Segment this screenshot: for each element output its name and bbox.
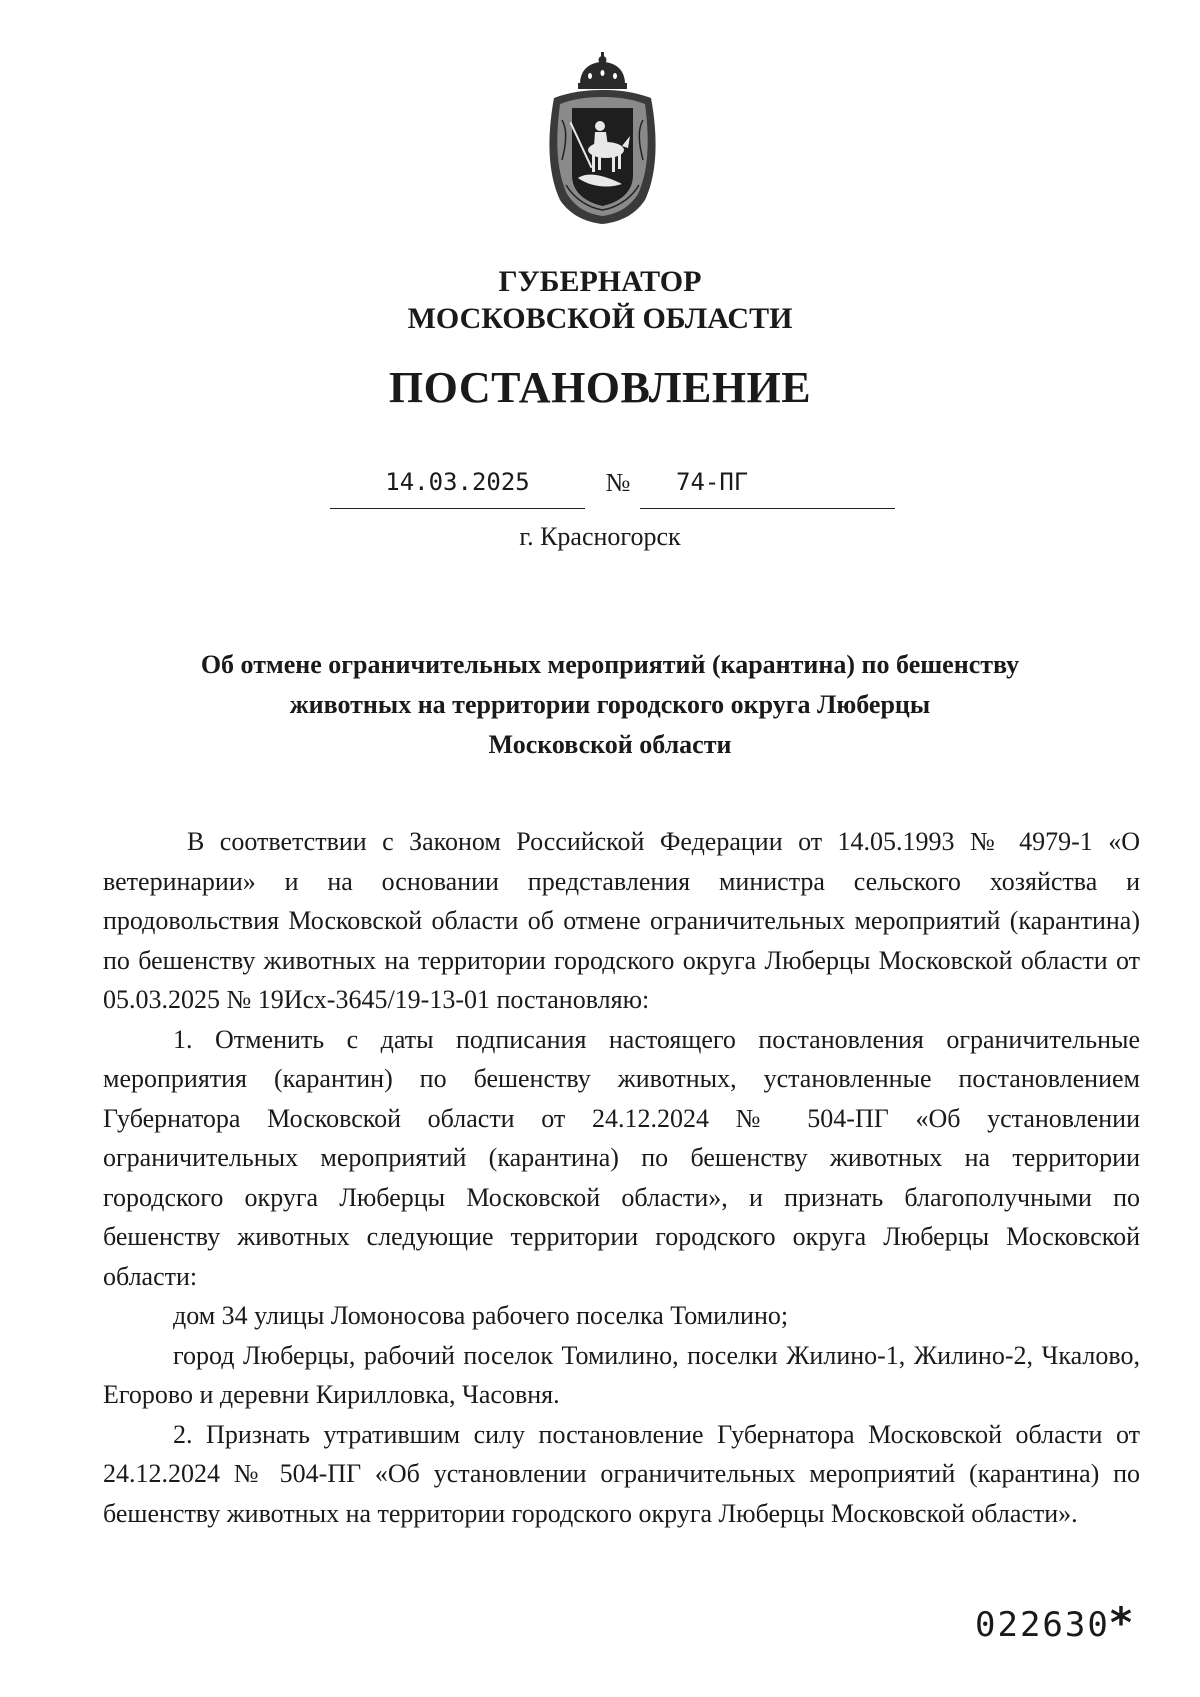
title-line3: Московской области: [488, 730, 732, 759]
document-number-field: [640, 468, 895, 509]
authority-title-line2: МОСКОВСКОЙ ОБЛАСТИ: [407, 302, 793, 335]
number-sign: №: [605, 468, 631, 497]
document-type: ПОСТАНОВЛЕНИЕ: [388, 363, 812, 412]
preamble-paragraph: В соответствии с Законом Российской Федерации от 14.05.1993 № 4979-1 «О ветеринарии» и на основании представления министра сельского хозяйства и продовольствия Московской области об отмене ограничительных мероприятий (карантина) по бешенству животных на территории городского округа Люберцы Московской области от 05.03.2025 № 19Исх-3645/19-13-01 постановляю:: [103, 827, 1140, 1014]
document-number: 74-ПГ: [676, 468, 749, 496]
coat-of-arms-icon: [540, 50, 665, 225]
serial-asterisk-mark: *: [1110, 1598, 1132, 1647]
authority-title-line1: ГУБЕРНАТОР: [498, 265, 702, 298]
title-line1: Об отмене ограничительных мероприятий (карантина) по бешенству: [200, 650, 1020, 679]
document-title: [140, 645, 1080, 765]
item-1-paragraph: 1. Отменить с даты подписания настоящего постановления ограничительные мероприятия (карантин) по бешенству животных, установленные постановлением Губернатора Московской области от 24.12.2024 № 504-ПГ «Об установлении ограничительных мероприятий (карантина) по бешенству животных на территории городского округа Люберцы Московской области», и признать благополучными по бешенству животных следующие территории городского округа Люберцы Московской области:: [103, 1024, 1140, 1291]
serial-number: 022630: [975, 1605, 1110, 1645]
document-body: [103, 822, 1140, 1533]
item-1-subitem-b: город Люберцы, рабочий поселок Томилино, поселки Жилино-1, Жилино-2, Чкалово, Егорово и деревни Кирилловка, Часовня.: [103, 1340, 1140, 1409]
item-1-subitem-a: дом 34 улицы Ломоносова рабочего поселка Томилино;: [173, 1301, 789, 1330]
item-2-paragraph: 2. Признать утратившим силу постановление Губернатора Московской области от 24.12.2024 № 504-ПГ «Об установлении ограничительных мероприятий (карантина) по бешенству животных на территории городского округа Люберцы Московской области».: [103, 1419, 1140, 1528]
document-date: 14.03.2025: [330, 468, 585, 509]
document-place: г. Красногорск: [519, 522, 681, 551]
title-line2: животных на территории городского округа Люберцы: [289, 690, 931, 719]
